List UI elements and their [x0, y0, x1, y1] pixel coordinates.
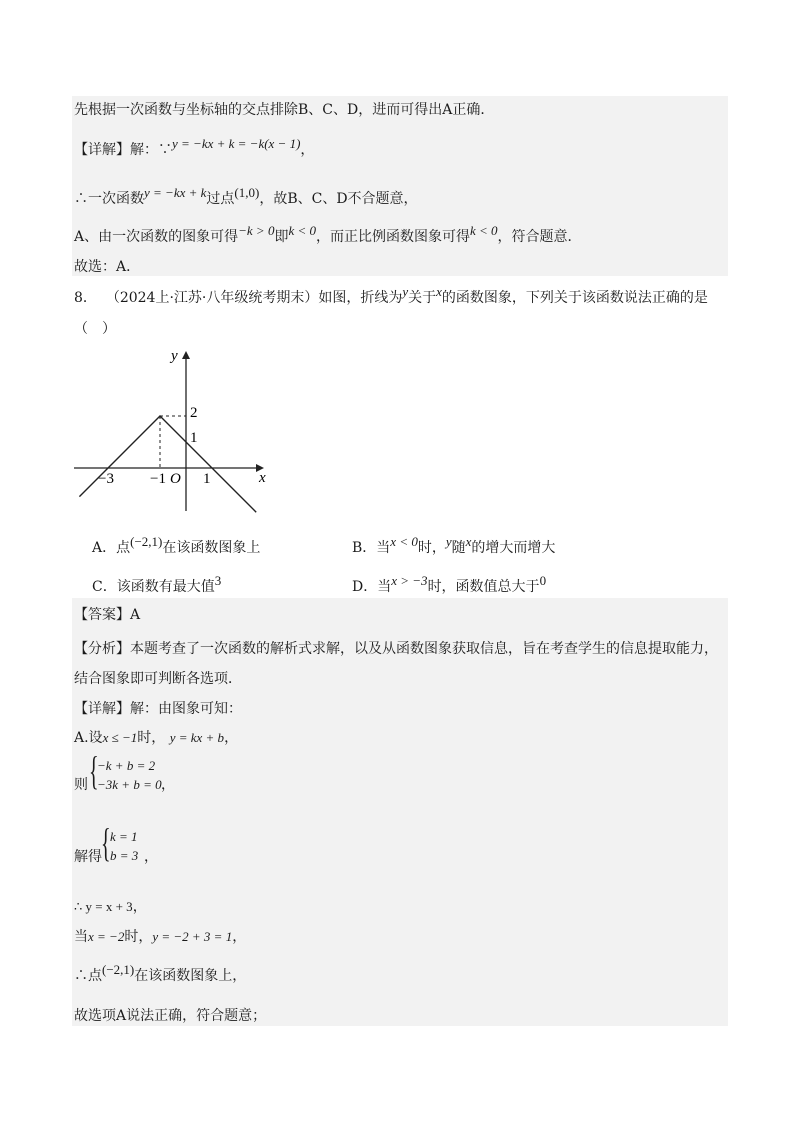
y-tick-label-1: 1 [190, 430, 198, 446]
question-8-stem: 8． （2024上·江苏·八年级统考期末）如图，折线为y关于x的函数图象，下列关于该函数说法正确的是 [74, 284, 708, 306]
option-c: C．该函数有最大值3 [92, 573, 222, 595]
system-2-row-1: k = 1 [110, 829, 138, 844]
y-axis-arrow [182, 351, 190, 359]
therefore-line-1: ∴ y = x + 3， [74, 899, 147, 915]
solve-label: 解得 [74, 849, 102, 865]
set-a-line: A.设x ≤ −1时， y = kx + b， [74, 730, 239, 746]
analysis-line-2: 结合图象即可判断各选项． [74, 671, 242, 687]
option-d: D．当x > −3时，函数值总大于0 [352, 573, 547, 595]
x-axis-label: x [259, 470, 266, 486]
system-2 [110, 827, 138, 865]
conclusion-line: 故选项A说法正确，符合题意； [74, 1008, 267, 1024]
x-tick-label-neg3: −3 [98, 471, 114, 487]
analysis-line-1: 【分析】本题考查了一次函数的解析式求解，以及从函数图象获取信息，旨在考查学生的信息提取能力， [74, 641, 718, 657]
system-1-brace: { [89, 748, 99, 793]
x-tick-label-neg1: −1 [150, 471, 166, 487]
x-tick-label-1: 1 [203, 471, 211, 487]
y-tick-label-2: 2 [190, 405, 198, 421]
solution-intro: 先根据一次函数与坐标轴的交点排除B、C、D，进而可得出A正确． [74, 102, 495, 118]
system-1 [97, 756, 162, 794]
y-axis-label: y [171, 348, 178, 364]
system-1-row-2: −3k + b = 0 [97, 777, 162, 792]
question-8-paren: （ ） [74, 321, 116, 337]
solution-line-4: A、由一次函数的图象可得−k > 0即k < 0，而正比例函数图象可得k < 0，符合题意． [74, 223, 582, 245]
system-2-row-2: b = 3 [110, 848, 139, 863]
option-b: B．当x < 0时，y随x的增大而增大 [352, 534, 556, 556]
detail-formula: y = −kx + k = −k(x − 1) [172, 136, 301, 151]
origin-label: O [170, 471, 181, 487]
solution-choice: 故选：A． [74, 259, 141, 275]
answer-block-shade [72, 598, 728, 1026]
system-2-end: ， [144, 849, 158, 865]
when-line: 当x = −2时，y = −2 + 3 = 1， [74, 929, 247, 945]
system-2-brace: { [101, 820, 111, 865]
system-1-row-1: −k + b = 2 [97, 758, 156, 773]
function-graph [66, 345, 276, 515]
function-polyline [79, 416, 256, 512]
solution-line-3: ∴一次函数y = −kx + k过点(1,0)，故B、C、D不合题意， [74, 185, 418, 207]
option-a: A．点(−2,1)在该函数图象上 [92, 534, 261, 556]
then-label: 则 [74, 777, 88, 793]
therefore-line-2: ∴点(−2,1)在该函数图象上， [74, 962, 247, 984]
solution-detail: 【详解】解：∵y = −kx + k = −k(x − 1)， [74, 136, 315, 158]
answer-line: 【答案】A [74, 607, 141, 623]
system-1-end: ， [161, 777, 175, 793]
detail-line: 【详解】解：由图象可知： [74, 701, 242, 717]
